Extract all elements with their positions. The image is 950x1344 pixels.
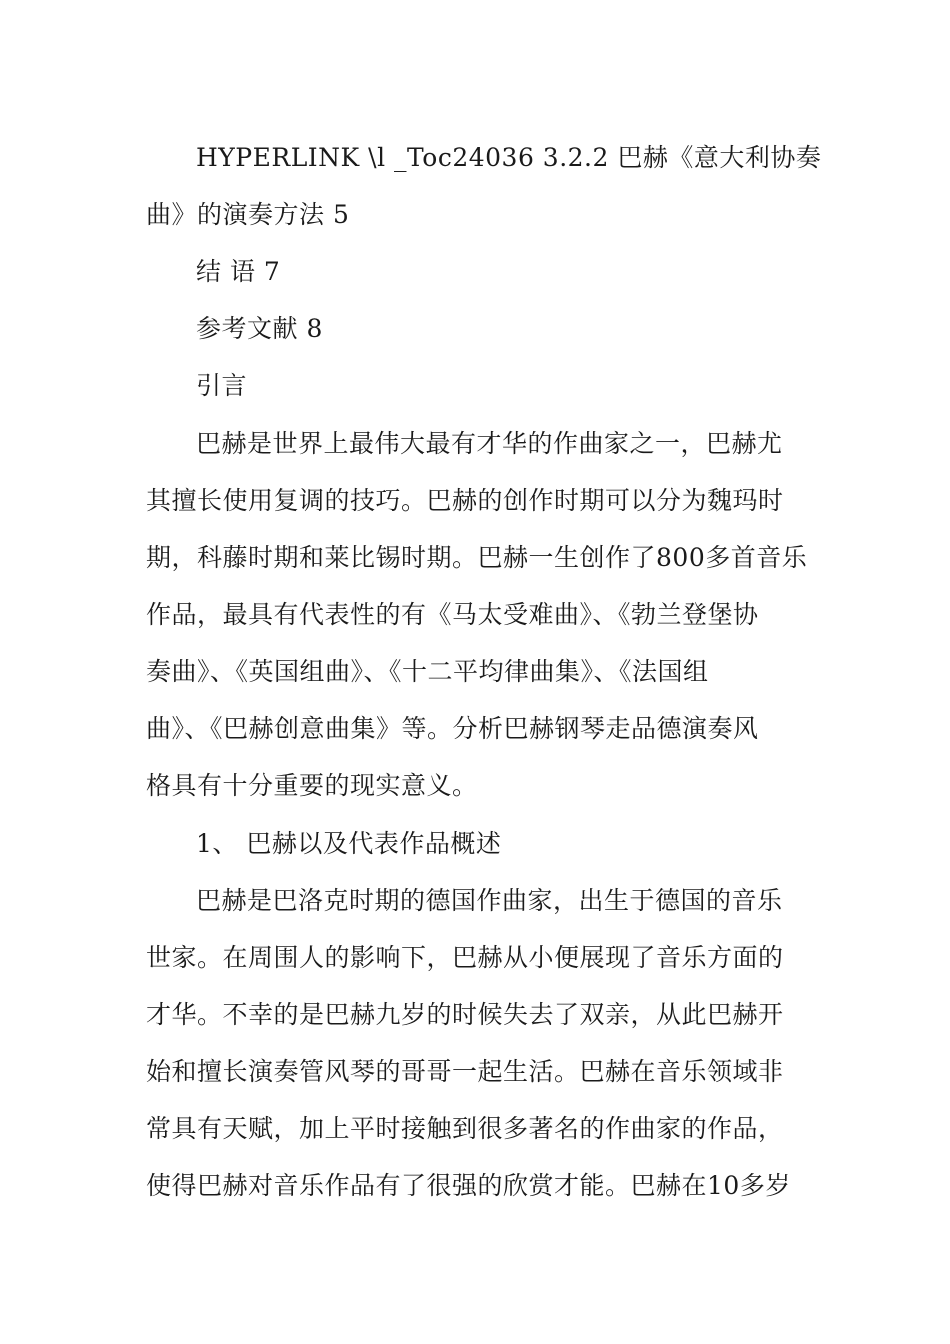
toc-entry-conclusion[interactable]: 结 语 7 [196, 257, 281, 286]
intro-paragraph-line: 格具有十分重要的现实意义。 [146, 771, 478, 800]
intro-paragraph-line: 巴赫是世界上最伟大最有才华的作曲家之一，巴赫尤 [196, 429, 783, 458]
section-1-paragraph-line: 始和擅长演奏管风琴的哥哥一起生活。巴赫在音乐领域非 [146, 1057, 784, 1086]
section-1-paragraph-line: 才华。不幸的是巴赫九岁的时候失去了双亲，从此巴赫开 [146, 1000, 784, 1029]
toc-entry-3-2-2-line-1[interactable]: HYPERLINK \l _Toc24036 3.2.2 巴赫《意大利协奏 [196, 143, 822, 172]
section-1-paragraph-line: 常具有天赋，加上平时接触到很多著名的作曲家的作品， [146, 1114, 784, 1143]
intro-paragraph-line: 曲》、《巴赫创意曲集》等。分析巴赫钢琴走品德演奏风 [146, 714, 759, 743]
intro-heading: 引言 [196, 371, 248, 400]
intro-paragraph-line: 作品，最具有代表性的有《马太受难曲》、《勃兰登堡协 [146, 600, 759, 629]
section-1-heading: 1、 巴赫以及代表作品概述 [196, 829, 502, 858]
section-1-paragraph-line: 世家。在周围人的影响下，巴赫从小便展现了音乐方面的 [146, 943, 784, 972]
toc-entry-3-2-2-line-2[interactable]: 曲》的演奏方法 5 [146, 200, 350, 229]
intro-paragraph-line: 期，科藤时期和莱比锡时期。巴赫一生创作了800多首音乐 [146, 543, 808, 572]
intro-paragraph-line: 奏曲》、《英国组曲》、《十二平均律曲集》、《法国组 [146, 657, 709, 686]
section-1-paragraph-line: 巴赫是巴洛克时期的德国作曲家，出生于德国的音乐 [196, 886, 783, 915]
section-1-paragraph-line: 使得巴赫对音乐作品有了很强的欣赏才能。巴赫在10多岁 [146, 1171, 791, 1200]
intro-paragraph-line: 其擅长使用复调的技巧。巴赫的创作时期可以分为魏玛时 [146, 486, 784, 515]
toc-entry-references[interactable]: 参考文献 8 [196, 314, 323, 343]
